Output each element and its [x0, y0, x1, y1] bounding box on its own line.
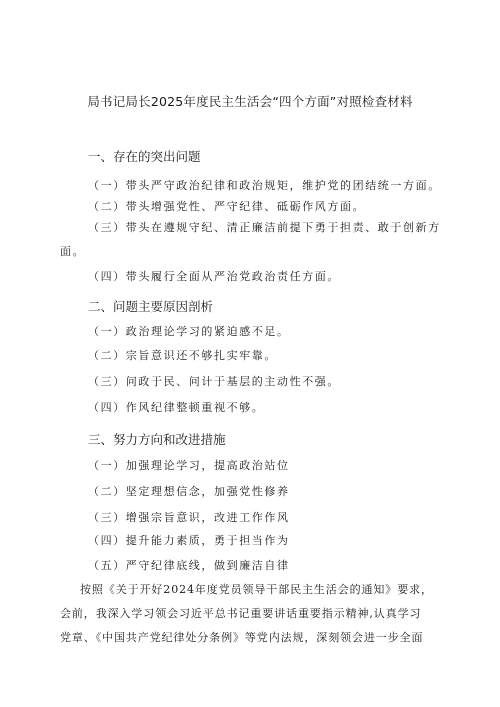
body-paragraph-line-2: 会前，我深入学习领会习近平总书记重要讲话重要指示精神,认真学习: [60, 607, 422, 620]
section3-item-1: （一）加强理论学习，提高政治站位: [88, 459, 290, 472]
section-heading-1: 一、存在的突出问题: [88, 149, 201, 164]
body-paragraph-line-3: 党章、《中国共产党纪律处分条例》等党内法规，深刻领会进一步全面: [60, 631, 424, 644]
section1-item-3: （三）带头在遵规守纪、清正廉洁前提下勇于担责、敢于创新方: [88, 221, 441, 234]
section-heading-2: 二、问题主要原因剖析: [88, 299, 214, 314]
section3-item-5: （五）严守纪律底线，做到廉洁自律: [88, 559, 290, 572]
section2-item-4: （四）作风纪律整顿重视不够。: [88, 401, 265, 414]
section1-item-3-continued: 面。: [60, 245, 86, 258]
section2-item-2: （二）宗旨意识还不够扎实牢靠。: [88, 349, 277, 362]
section1-item-2: （二）带头增强党性、严守纪律、砥砺作风方面。: [88, 200, 366, 213]
document-title: 局书记局长2025年度民主生活会“四个方面”对照检查材料: [87, 94, 413, 109]
section2-item-3: （三）问政于民、问计于基层的主动性不强。: [88, 375, 340, 388]
section3-item-2: （二）坚定理想信念，加强党性修养: [88, 485, 290, 498]
section3-item-3: （三）增强宗旨意识，改进工作作风: [88, 511, 290, 524]
section1-item-1: （一）带头严守政治纪律和政治规矩，维护党的团结统一方面。: [88, 179, 441, 192]
section1-item-4: （四）带头履行全面从严治党政治责任方面。: [88, 270, 340, 283]
body-paragraph-line-1: 按照《关于开好2024年度党员领导干部民主生活会的通知》要求，: [80, 583, 433, 596]
section3-item-4: （四）提升能力素质，勇于担当作为: [88, 534, 290, 547]
section2-item-1: （一）政治理论学习的紧迫感不足。: [88, 325, 290, 338]
section-heading-3: 三、努力方向和改进措施: [88, 432, 226, 447]
